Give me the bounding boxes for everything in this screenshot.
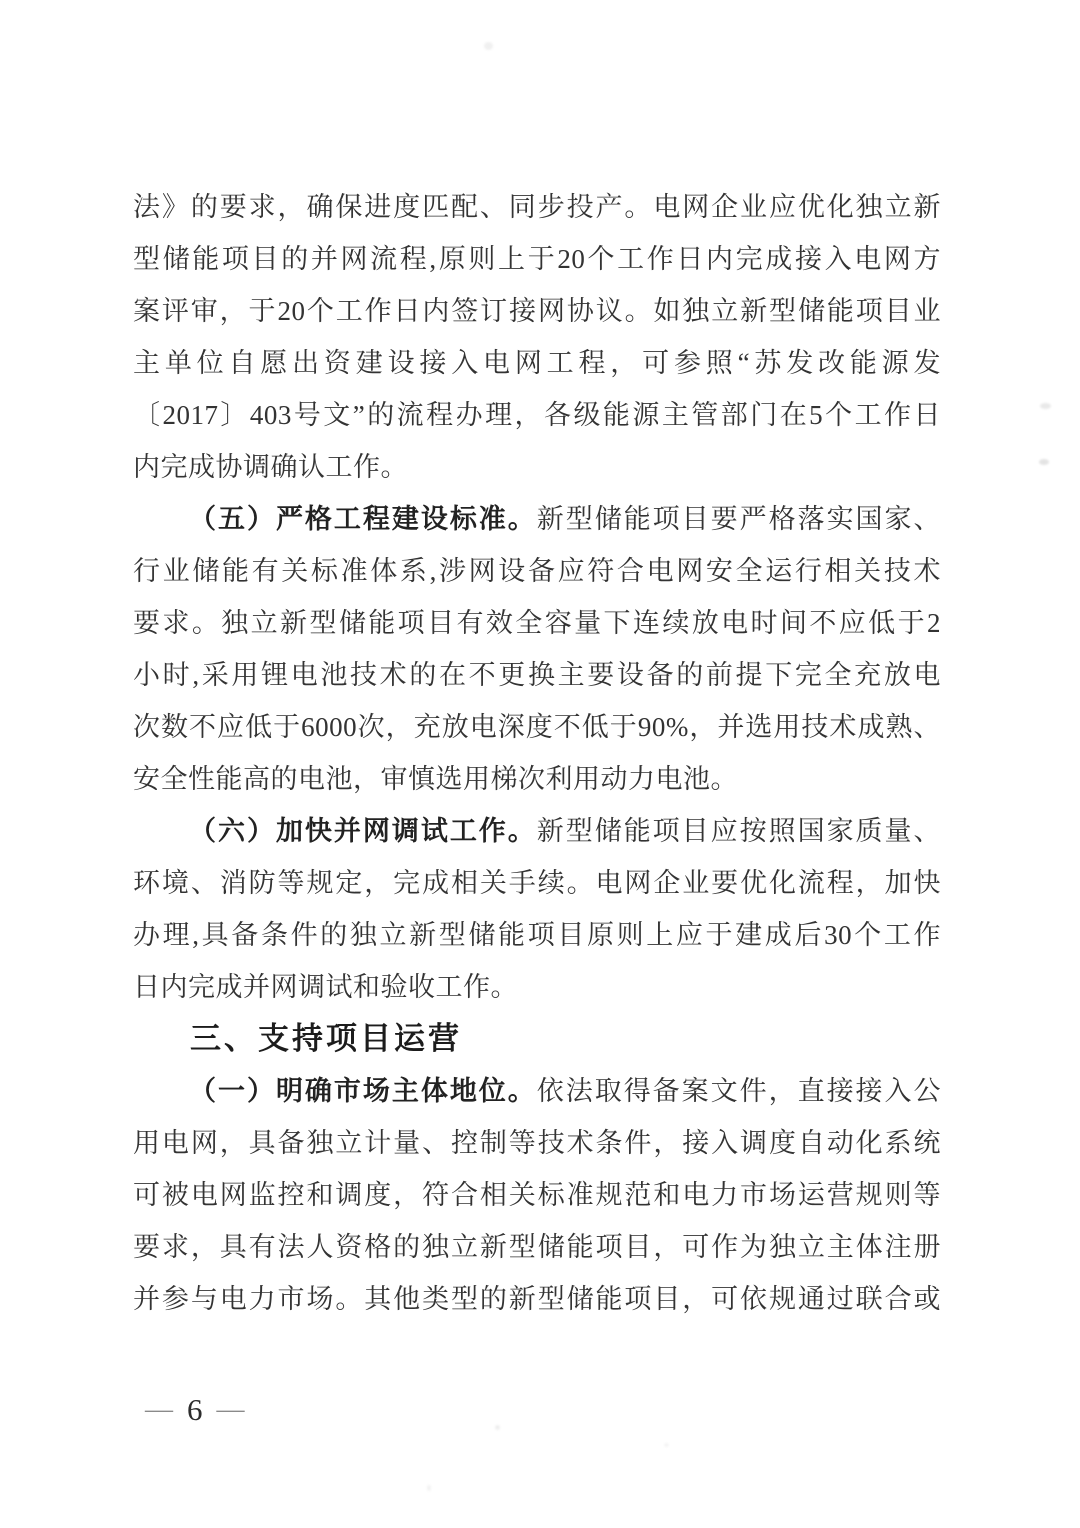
text-line: （五）严格工程建设标准。新型储能项目要严格落实国家、 [189,504,941,534]
text-line: 主单位自愿出资建设接入电网工程，可参照“苏发改能源发 [133,348,941,378]
scan-speck [1040,403,1051,409]
text-line: 次数不应低于6000次，充放电深度不低于90%，并选用技术成熟、 [133,712,941,742]
text-line: 内完成协调确认工作。 [133,452,408,482]
paragraph-lead: （一）明确市场主体地位。 [189,1076,537,1106]
text-line: 〔2017〕403号文”的流程办理，各级能源主管部门在5个工作日 [133,400,941,430]
scan-speck [664,1443,669,1447]
text-line: 日内完成并网调试和验收工作。 [133,972,518,1002]
scan-speck [427,1485,431,1491]
page-footer [145,1392,245,1428]
text-line: 办理,具备条件的独立新型储能项目原则上应于建成后30个工作 [133,920,941,950]
text-line: 安全性能高的电池，审慎选用梯次利用动力电池。 [133,764,738,794]
text-line: 并参与电力市场。其他类型的新型储能项目，可依规通过联合或 [133,1284,941,1314]
section-heading: 三、支持项目运营 [190,1021,462,1056]
text-line: 型储能项目的并网流程,原则上于20个工作日内完成接入电网方 [133,244,941,274]
document-body [133,181,941,1325]
text-line: 要求。独立新型储能项目有效全容量下连续放电时间不应低于2 [133,608,941,638]
text-line: 法》的要求，确保进度匹配、同步投产。电网企业应优化独立新 [133,192,941,222]
scan-speck [1039,459,1049,465]
footer-dash-right: — [216,1394,245,1425]
scan-speck [484,42,493,50]
text-line: 要求，具有法人资格的独立新型储能项目，可作为独立主体注册 [133,1232,941,1262]
text-line: 环境、消防等规定，完成相关手续。电网企业要优化流程，加快 [133,868,941,898]
footer-dash-left: — [145,1394,173,1425]
text-line: 案评审，于20个工作日内签订接网协议。如独立新型储能项目业 [133,296,941,326]
text-line: 小时,采用锂电池技术的在不更换主要设备的前提下完全充放电 [133,660,941,690]
text-line: （一）明确市场主体地位。依法取得备案文件，直接接入公 [189,1076,941,1106]
text-line: 行业储能有关标准体系,涉网设备应符合电网安全运行相关技术 [133,556,941,586]
footer-page-number: 6 [187,1392,203,1427]
text-line: 可被电网监控和调度，符合相关标准规范和电力市场运营规则等 [133,1180,941,1210]
paragraph-lead: （五）严格工程建设标准。 [189,504,537,534]
paragraph-lead: （六）加快并网调试工作。 [189,816,537,846]
text-line: （六）加快并网调试工作。新型储能项目应按照国家质量、 [189,816,941,846]
text-line: 用电网，具备独立计量、控制等技术条件，接入调度自动化系统 [133,1128,941,1158]
scan-speck [495,1425,500,1430]
